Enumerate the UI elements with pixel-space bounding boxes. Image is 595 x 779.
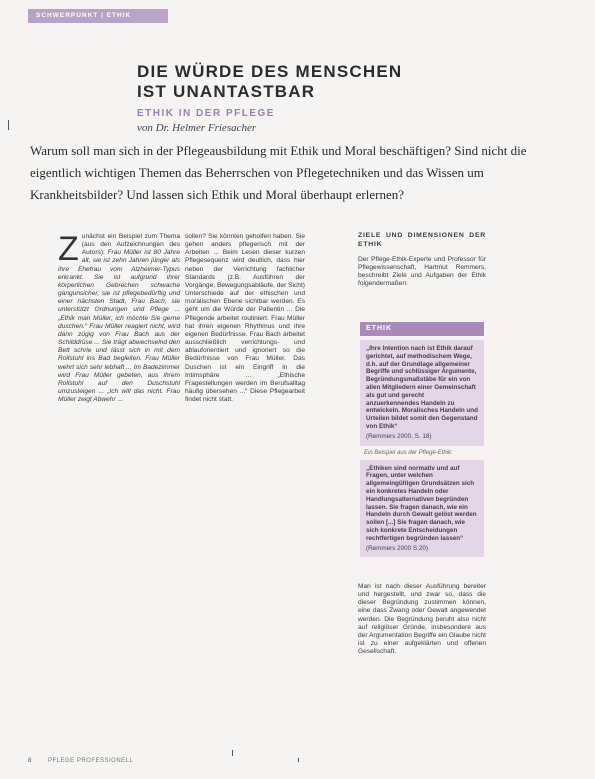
quote-box-2: [360, 460, 484, 558]
article-subtitle: ETHIK IN DER PFLEGE: [137, 108, 275, 119]
journal-name: PFLEGE PROFESSIONELL: [48, 758, 134, 764]
section-band: SCHWERPUNKT | ETHIK: [28, 9, 168, 23]
column-3: [358, 231, 486, 289]
quote-2-intro: Ein Beispiel aus der Pflege-Ethik:: [364, 449, 453, 456]
ethik-label: ETHIK: [360, 322, 484, 336]
title-line-2: IST UNANTASTBAR: [137, 82, 316, 101]
column-1: [58, 230, 180, 404]
quote-1-text: „Ihre Intention nach ist Ethik darauf gerichtet, auf methodischem Wege, d.h. auf der Grundlage allgemeiner Begriffe und schlüssiger Argumente, Begründungsmaßstäbe für ein von allen Mitgliedern einer Gemeinschaft als gut und gerecht anzuerkennendes Handeln zu entwickeln. Moralisches Handeln und Urteilen bildet somit den Gegenstand von Ethik“: [366, 345, 478, 430]
section-heading: ZIELE UND DIMENSIONEN DER ETHIK: [358, 232, 486, 248]
quote-box-1: [360, 340, 484, 446]
page-mark: [232, 750, 233, 756]
title-line-1: DIE WÜRDE DES MENSCHEN: [137, 62, 403, 81]
page-number: 8: [28, 758, 32, 764]
lead-paragraph: Warum soll man sich in der Pflegeausbildung mit Ethik und Moral beschäftigen? Sind nicht die eigentlich wichtigen Themen das Beherrschen von Pflegetechniken und das Wissen um Krankheitsbilder? Und lassen sich Ethik und Moral überhaupt erlernen?: [30, 143, 527, 202]
article-title: [137, 62, 497, 102]
column-1-body: Frau Müller ist 80 Jahre alt, sie ist zehn Jahren jünger als ihre Ehefrau vom Alzheimer-Typus erkrankt. Sie ist aufgrund ihrer körperlichen Gebrechen schwache gangunsicher, sie ist pflegebedürftig und einer nächsten Stadt, Frau Bach, sie unterstützt Ordnungen und Pflege ... „Ethik man Müller, ich möchte Sie gerne duschen.“ Frau Müller reagiert nicht, wird dann zügig von Frau Bach aus der Schilddrüse ... Sie trägt abwechselnd den Bett schrie und lässt sich in mit dem Rollstuhl ins Bad begleiten. Frau Müller wehrt sich sehr lebhaft ... Im Badezimmer wird Frau Müller gebeten, aus ihrem Rollstuhl auf den Duschstuhl umzusteigen ... „Ich will das nicht. Frau Müller zeigt Abwehr ...: [58, 249, 180, 404]
column-3-continued: Man ist nach dieser Ausführung bereiter und hergestellt, und zwar so, dass die dieser Begründung zustimmen können, eine dass Zwang oder Gewalt angewendet werden. Die Begründung beruht also nicht auf religiöser Gründe, insbesondere aus der Argumentation Begriffe ein Glaube nicht ist zu einer aufgeklärten und offenen Gesellschaft.: [358, 583, 486, 656]
ethik-sidebar: [360, 322, 484, 772]
quote-1-source: (Remmers 2000, S. 18): [366, 432, 432, 440]
margin-mark: [8, 120, 9, 130]
quote-2-text: „Ethiken sind normativ und auf Fragen, unter welchen allgemeingültigen Grundsätzen sich ein konkretes Handeln oder Handlungsalternativen begründen lassen. Sie fragen danach, wie ein Handeln durch Gewalt gelöst werden sollen [...] Sie fragen danach, wie sich konkrete Entscheidungen rechtfertigen begründen lassen“: [366, 464, 477, 542]
page-mark-2: [298, 758, 299, 762]
column-2: [185, 233, 305, 404]
article-author: von Dr. Helmer Friesacher: [137, 122, 257, 134]
column-3-body: Der Pflege-Ethik-Experte und Professor für Pflegewissenschaft, Hartmut Remmers, beschreibt Ziele und Aufgaben der Ethik folgendermaßen:: [358, 256, 486, 288]
dropcap: Z: [58, 230, 79, 268]
column-2-body: sollen? Sie könnten geholfen haben. Sie gehen anders pflegerisch mit der Arbeiten ... Beim Lesen dieser kurzen Pflegesequenz wird deutlich, dass hier neben der Verrichtung fachlicher Standards (z.B. Ausführen der Vorgänge, Bewegungsabläufe, der Sicht) Unterschiede auf der ethischen und moralischen Ebene sichtbar werden. Es geht um die Würde der Patientin ... Die Pflegende arbeitet routiniert. Frau Müller hat ihren eigenen Rhythmus und ihre eigenen Bedürfnisse. Frau Bach arbeitet ausschließlich verrichtungs- und ablauforientiert und ignoriert so die Bedürfnisse von Frau Müller. Das Duschen ist ein Eingriff in die Intimsphäre ... „Ethische Fragestellungen werden im Berufsalltag häufig übersehen ...“ Diese Pflegearbeit findet nicht statt.: [185, 233, 305, 404]
quote-2-source: (Remmers 2000 S.20): [366, 544, 428, 552]
column-1-intro: unächst ein Beispiel zum Thema (aus den Aufzeichnungen des Autors):: [81, 233, 180, 257]
